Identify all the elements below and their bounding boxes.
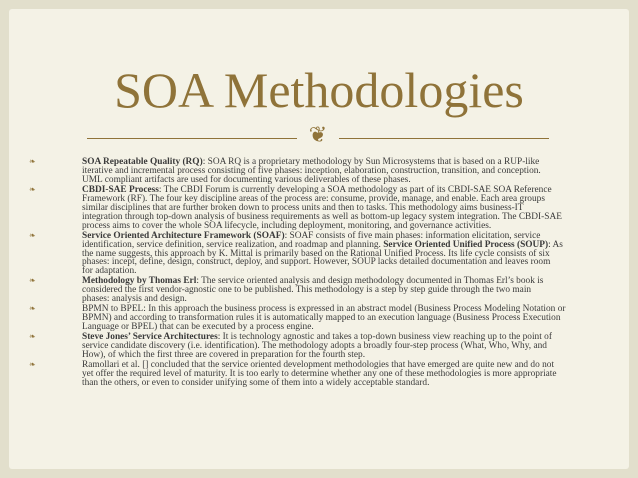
text-segment: : The CBDI Forum is currently developing a SOA methodology as part of its CBDI-SAE SOA Reference bbox=[158, 184, 552, 195]
bullet-list bbox=[29, 158, 595, 389]
bold-term: Service Oriented Architecture Framework (SOAF) bbox=[82, 230, 285, 241]
slide-title: SOA Methodologies bbox=[114, 62, 524, 118]
list-item bbox=[29, 361, 595, 388]
list-item bbox=[29, 158, 595, 185]
list-item bbox=[29, 186, 595, 231]
text-segment: phases: incept, define, design, construct, deploy, and support. However, SOUP lacks detailed documentation and leaves room bbox=[82, 257, 551, 268]
text-segment: service candidate discovery (i.e. identification). The methodology adopts a broadly four-step process (What, Who, Why, and bbox=[82, 341, 547, 352]
scroll-bullet-icon: ❧ bbox=[29, 230, 36, 240]
list-item bbox=[29, 305, 595, 332]
text-segment: Ramollari et al. [] concluded that the service oriented development methodologies that have emerged are quite new and do not bbox=[82, 359, 555, 370]
bold-term: Service Oriented Unified Process (SOUP) bbox=[383, 239, 549, 250]
text-line bbox=[82, 295, 595, 304]
scroll-bullet-icon: ❧ bbox=[29, 276, 36, 286]
text-segment: Framework (RF). The four key discipline areas of the process are: consume, provide, manage, and enable. Each area groups bbox=[82, 193, 545, 204]
list-item bbox=[29, 277, 595, 304]
bold-term: Steve Jones’ Service Architectures bbox=[82, 332, 218, 343]
text-line bbox=[82, 351, 595, 360]
divider-line-right bbox=[339, 138, 549, 139]
text-segment: : SOAF consists of five main phases: information elicitation, service bbox=[284, 230, 541, 241]
text-line bbox=[82, 323, 595, 332]
curl-ornament-icon: ❦ bbox=[308, 123, 328, 148]
text-segment: : It is technology agnostic and takes a top-down business view reaching up to the point of bbox=[217, 332, 552, 343]
bold-term: CBDI-SAE Process bbox=[82, 184, 159, 195]
text-segment: How), of which the first three are covered in preparation for the fourth step. bbox=[82, 350, 366, 361]
text-segment: : SOA RQ is a proprietary methodology by Sun Microsystems that is based on a RUP-like bbox=[202, 157, 540, 167]
scroll-bullet-icon: ❧ bbox=[29, 359, 36, 369]
text-segment: for adaptation. bbox=[82, 266, 137, 277]
text-segment: identification, service definition, service realization, and roadmap and planning. bbox=[82, 239, 384, 250]
text-segment: iterative and incremental process consisting of five phases: inception, elaboration, construction, transition, and conception. bbox=[82, 165, 541, 176]
text-line bbox=[82, 379, 595, 388]
scroll-bullet-icon: ❧ bbox=[29, 304, 36, 314]
list-item bbox=[29, 333, 595, 360]
text-segment: BPMN) and according to transformation rules it is automatically mapped to an execution language (Business Process Execution bbox=[82, 313, 561, 324]
text-segment: : As bbox=[548, 239, 563, 250]
text-segment: UML compliant artifacts are used for documenting various deliverables of these phases. bbox=[82, 174, 411, 185]
text-segment: integration through top-down analysis of business requirements as well as bottom-up legacy system integration. The CBDI-SAE bbox=[82, 211, 562, 222]
text-segment: : The service oriented analysis and design methodology documented in Thomas Erl’s book is bbox=[196, 276, 544, 287]
text-segment: than the others, or even to consider unifying some of them into a widely acceptable standard. bbox=[82, 377, 430, 388]
text-line bbox=[82, 258, 595, 267]
title-divider bbox=[87, 123, 549, 148]
text-segment: BPMN to BPEL: In this approach the business process is expressed in an abstract model (Business Process Modeling Notation or bbox=[82, 304, 566, 315]
text-segment: yet offer the required level of maturity. It is too early to determine whether any one of these methodologies is more appropriate bbox=[82, 368, 557, 379]
text-line bbox=[82, 176, 595, 185]
bold-term: Methodology by Thomas Erl bbox=[82, 276, 197, 287]
scroll-bullet-icon: ❧ bbox=[29, 332, 36, 342]
text-line bbox=[82, 222, 595, 231]
text-segment: Language or BPEL) that can be executed by a process engine. bbox=[82, 322, 314, 333]
text-segment: considered the first vendor-agnostic one to be published. This methodology is a step by step guide through the two main bbox=[82, 285, 532, 296]
divider-line-left bbox=[87, 138, 297, 139]
text-segment: phases: analysis and design. bbox=[82, 294, 187, 305]
list-item bbox=[29, 232, 595, 277]
slide bbox=[9, 9, 629, 469]
text-segment: similar disciplines that are further broken down to process units and then to tasks. This methodology aims business-IT bbox=[82, 202, 524, 213]
bold-term: SOA Repeatable Quality (RQ) bbox=[82, 157, 203, 167]
text-segment: process aims to cover the whole SOA lifecycle, including deployment, monitoring, and governance activities. bbox=[82, 220, 492, 231]
scroll-bullet-icon: ❧ bbox=[29, 157, 36, 166]
text-segment: the name suggests, this approach by K. Mittal is primarily based on the Rational Unified Process. Its life cycle consists of six bbox=[82, 248, 550, 259]
scroll-bullet-icon: ❧ bbox=[29, 184, 36, 194]
text-line bbox=[82, 267, 595, 276]
